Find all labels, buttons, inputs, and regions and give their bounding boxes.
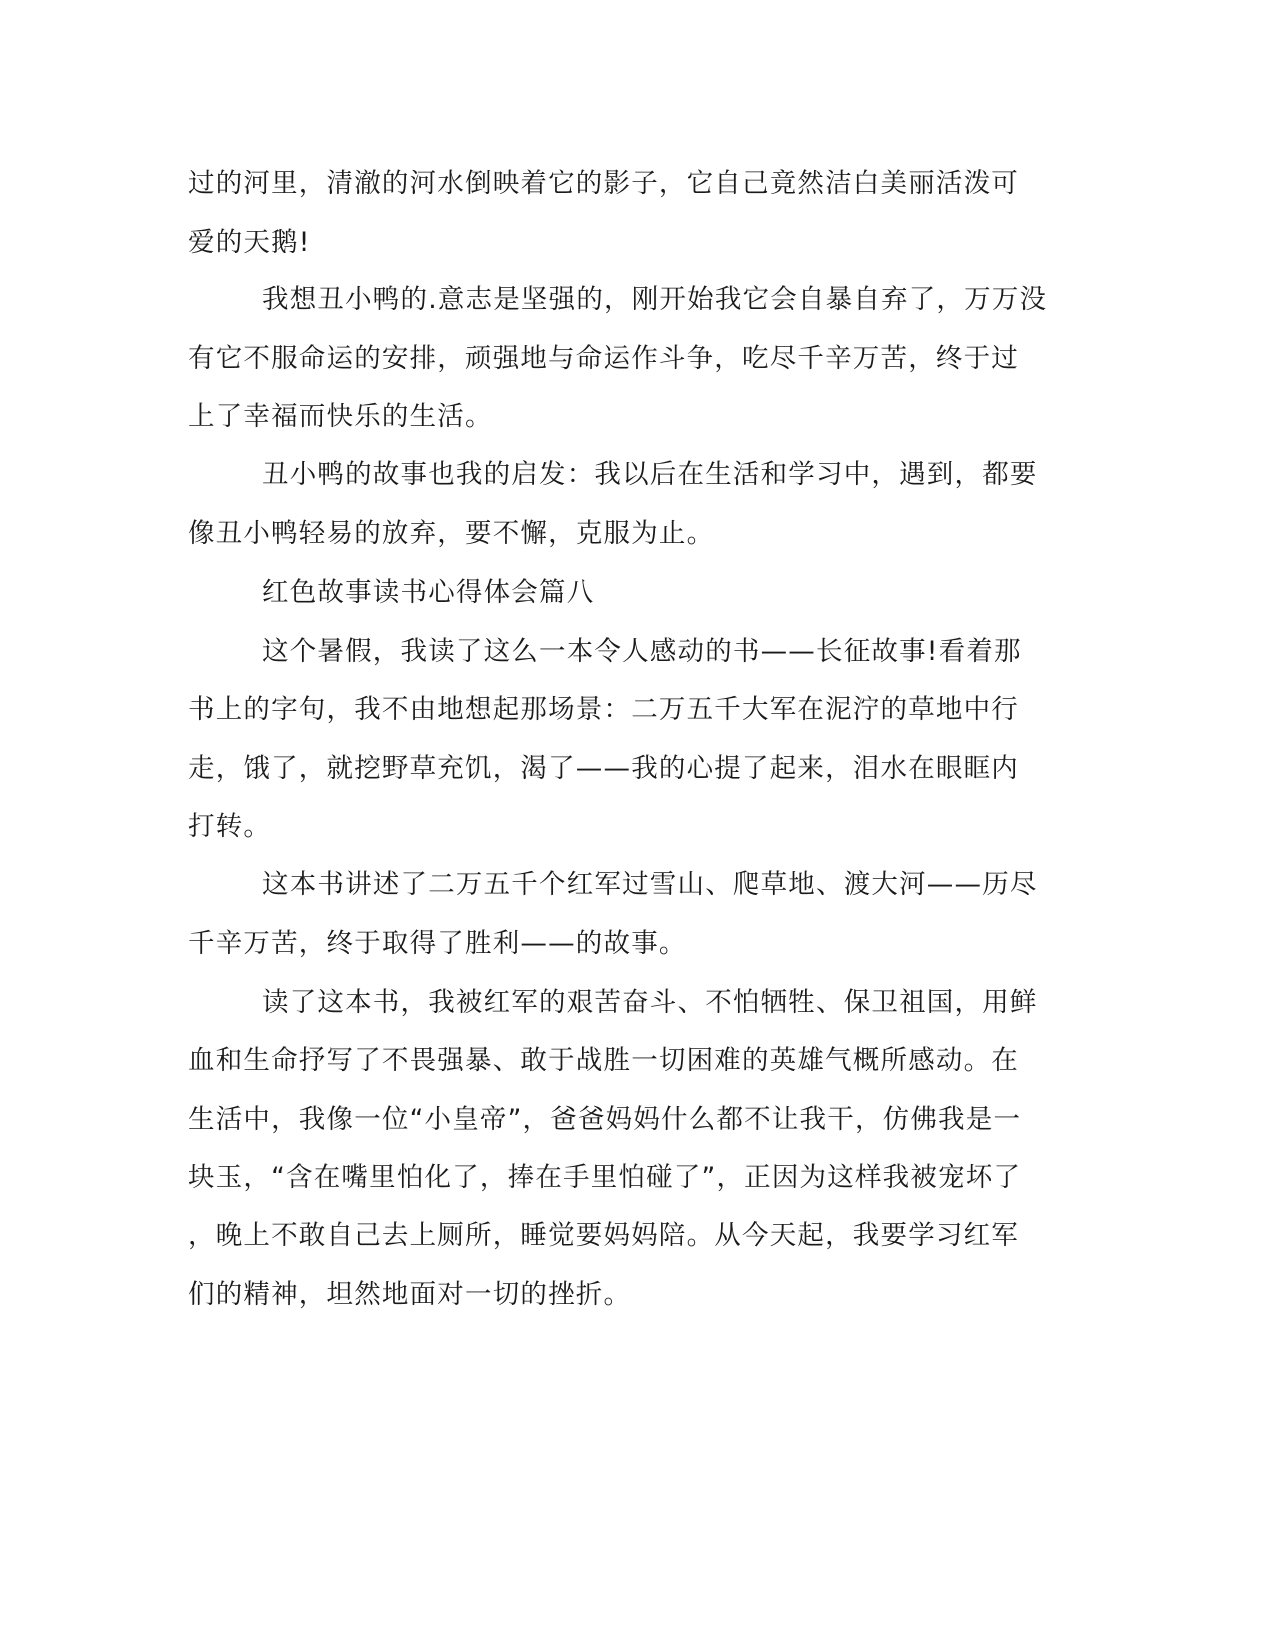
paragraph-6-line-6: 们的精神，坦然地面对一切的挫折。 <box>188 1279 632 1310</box>
paragraph-3-line-2: 像丑小鸭轻易的放弃，要不懈，克服为止。 <box>188 518 715 549</box>
paragraph-6-line-4: 块玉，“含在嘴里怕化了，捧在手里怕碰了”，正因为这样我被宠坏了 <box>188 1162 1022 1193</box>
paragraph-5-line-2: 千辛万苦，终于取得了胜利——的故事。 <box>188 928 687 959</box>
paragraph-6-line-2: 血和生命抒写了不畏强暴、敢于战胜一切困难的英雄气概所感动。在 <box>188 1045 1019 1076</box>
paragraph-3-line-1: 丑小鸭的故事也我的启发：我以后在生活和学习中，遇到，都要 <box>262 459 1038 490</box>
paragraph-2-line-1: 我想丑小鸭的.意志是坚强的，刚开始我它会自暴自弃了，万万没 <box>262 284 1048 315</box>
paragraph-6-line-3: 生活中，我像一位“小皇帝”，爸爸妈妈什么都不让我干，仿佛我是一 <box>188 1104 1022 1135</box>
paragraph-4-line-4: 打转。 <box>188 811 272 842</box>
paragraph-2-line-3: 上了幸福而快乐的生活。 <box>188 401 493 432</box>
paragraph-6-line-5: ，晚上不敢自己去上厕所，睡觉要妈妈陪。从今天起，我要学习红军 <box>188 1220 1019 1251</box>
paragraph-5-line-1: 这本书讲述了二万五千个红军过雪山、爬草地、渡大河——历尽 <box>262 869 1038 900</box>
paragraph-1-line-1: 过的河里，清澈的河水倒映着它的影子，它自己竟然洁白美丽活泼可 <box>188 168 1019 199</box>
paragraph-2-line-2: 有它不服命运的安排，顽强地与命运作斗争，吃尽千辛万苦，终于过 <box>188 343 1019 374</box>
paragraph-1-line-2: 爱的天鹅! <box>188 227 311 258</box>
paragraph-4-line-1: 这个暑假，我读了这么一本令人感动的书——长征故事!看着那 <box>262 636 1022 667</box>
paragraph-6-line-1: 读了这本书，我被红军的艰苦奋斗、不怕牺牲、保卫祖国，用鲜 <box>262 987 1038 1018</box>
section-heading: 红色故事读书心得体会篇八 <box>262 577 595 608</box>
paragraph-4-line-2: 书上的字句，我不由地想起那场景：二万五千大军在泥泞的草地中行 <box>188 694 1019 725</box>
paragraph-4-line-3: 走，饿了，就挖野草充饥，渴了——我的心提了起来，泪水在眼眶内 <box>188 753 1019 784</box>
